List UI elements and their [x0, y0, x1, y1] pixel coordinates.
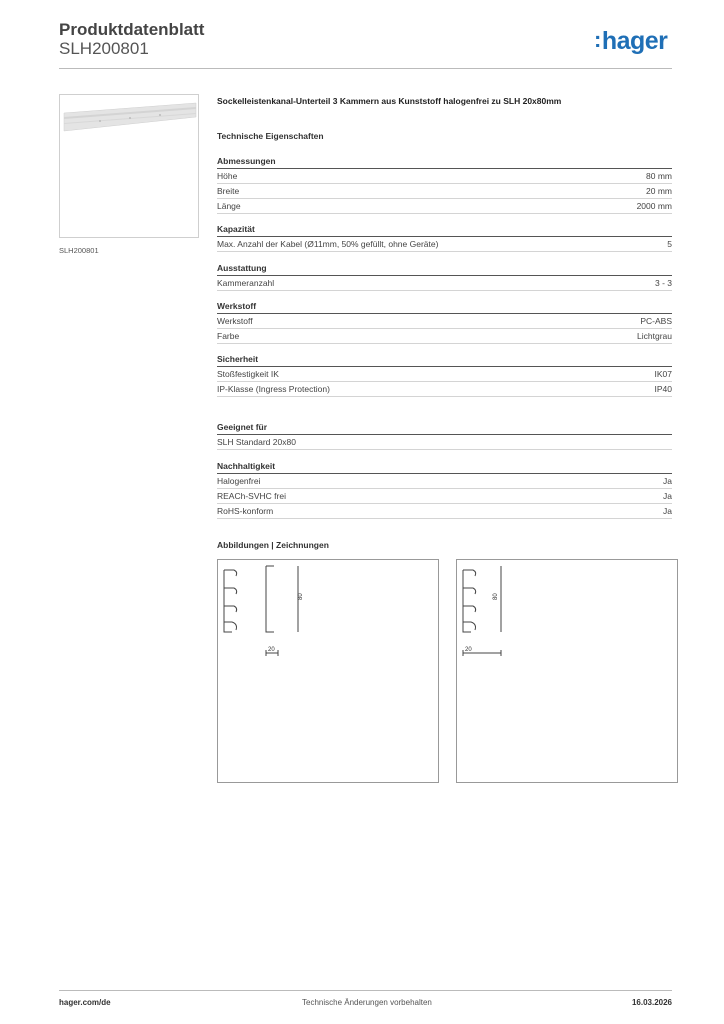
dim-height-label: 80	[298, 593, 304, 600]
section-sicherheit	[217, 353, 672, 397]
spec-value: PC-ABS	[640, 316, 672, 326]
section-abmessungen	[217, 155, 672, 214]
spec-row	[217, 474, 672, 489]
spec-label: Länge	[217, 201, 241, 211]
spec-value: IK07	[654, 369, 672, 379]
section-heading: Kapazität	[217, 223, 672, 237]
technical-drawing	[457, 560, 679, 784]
spec-row	[217, 199, 672, 214]
section-heading: Nachhaltigkeit	[217, 460, 672, 474]
technical-drawing	[218, 560, 440, 784]
spec-label: Max. Anzahl der Kabel (Ø11mm, 50% gefüllt, ohne Geräte)	[217, 239, 439, 249]
spec-label: Kammeranzahl	[217, 278, 275, 288]
spec-value: Ja	[663, 491, 672, 501]
spec-row	[217, 489, 672, 504]
spec-row	[217, 382, 672, 397]
spec-row	[217, 169, 672, 184]
spec-value: Ja	[663, 476, 672, 486]
article-number: SLH200801	[59, 39, 149, 58]
spec-value: Lichtgrau	[637, 331, 672, 341]
section-heading: Werkstoff	[217, 300, 672, 314]
section-heading: Geeignet für	[217, 421, 672, 435]
image-caption: SLH200801	[59, 246, 99, 255]
product-image	[59, 94, 199, 238]
spec-label: IP-Klasse (Ingress Protection)	[217, 384, 330, 394]
drawing-panel-2	[456, 559, 678, 783]
spec-value: Ja	[663, 506, 672, 516]
spec-row	[217, 314, 672, 329]
spec-row	[217, 367, 672, 382]
spec-row	[217, 276, 672, 291]
spec-label: Stoßfestigkeit IK	[217, 369, 279, 379]
section-heading: Ausstattung	[217, 262, 672, 276]
section-heading: Abmessungen	[217, 155, 672, 169]
spec-value: 2000 mm	[636, 201, 672, 211]
drawings-heading: Abbildungen | Zeichnungen	[217, 540, 329, 550]
spec-label: Farbe	[217, 331, 240, 341]
cable-duct-photo	[60, 95, 200, 239]
spec-label: Werkstoff	[217, 316, 253, 326]
section-geeignet	[217, 421, 672, 450]
tech-heading: Technische Eigenschaften	[217, 131, 324, 141]
hager-logo: :hager	[594, 27, 668, 55]
spec-value: 3 - 3	[654, 278, 672, 288]
header-divider	[59, 68, 672, 69]
spec-value: 5	[667, 239, 672, 249]
spec-label: SLH Standard 20x80	[217, 437, 296, 447]
drawing-panel-1	[217, 559, 439, 783]
spec-row	[217, 237, 672, 252]
spec-label: Halogenfrei	[217, 476, 261, 486]
spec-label: REACh-SVHC frei	[217, 491, 286, 501]
spec-label: Breite	[217, 186, 240, 196]
section-ausstattung	[217, 262, 672, 291]
footer-website-link[interactable]: hager.com/de	[59, 998, 111, 1007]
footer-date: 16.03.2026	[631, 998, 672, 1007]
spec-value: IP40	[654, 384, 672, 394]
section-kapazitaet	[217, 223, 672, 252]
section-werkstoff	[217, 300, 672, 344]
product-description: Sockelleistenkanal-Unterteil 3 Kammern aus Kunststoff halogenfrei zu SLH 20x80mm	[217, 96, 562, 106]
spec-row	[217, 184, 672, 199]
spec-value: 20 mm	[646, 186, 672, 196]
footer-note: Technische Änderungen vorbehalten	[302, 998, 432, 1007]
dim-height-label: 80	[493, 593, 499, 600]
section-nachhaltigkeit	[217, 460, 672, 519]
spec-row	[217, 329, 672, 344]
section-heading: Sicherheit	[217, 353, 672, 367]
dim-width-label: 20	[465, 647, 472, 653]
dim-width-label: 20	[268, 647, 275, 653]
spec-label: RoHS-konform	[217, 506, 274, 516]
spec-value: 80 mm	[646, 171, 672, 181]
spec-row	[217, 435, 672, 450]
footer-divider	[59, 990, 672, 991]
spec-row	[217, 504, 672, 519]
document-title: Produktdatenblatt	[59, 20, 205, 39]
spec-label: Höhe	[217, 171, 238, 181]
